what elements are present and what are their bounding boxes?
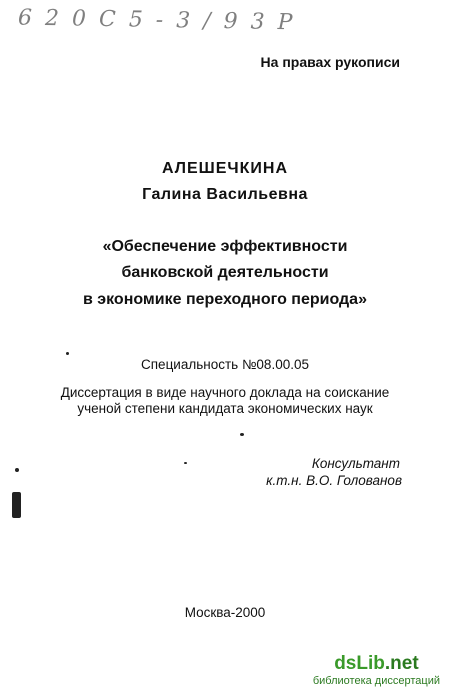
title-line-1: «Обеспечение эффективности — [102, 238, 348, 255]
author-surname: АЛЕШЕЧКИНА — [161, 160, 288, 177]
title-line-3: в экономике переходного периода» — [83, 291, 367, 308]
title-line-2: банковской деятельности — [121, 264, 329, 281]
watermark-logo — [313, 654, 440, 674]
margin-mark — [12, 492, 21, 518]
watermark-logo-domain: .net — [384, 653, 419, 674]
dslib-watermark — [313, 654, 440, 688]
scan-speck — [66, 352, 69, 355]
scan-speck — [15, 468, 19, 472]
city-year: Москва-2000 — [184, 605, 266, 620]
watermark-logo-main: dsLib — [334, 653, 385, 674]
consultant-label: Консультант — [311, 456, 400, 471]
author-name: Галина Васильевна — [142, 186, 308, 203]
dissertation-line-1: Диссертация в виде научного доклада на соискание — [60, 385, 390, 400]
scan-speck — [184, 462, 187, 464]
consultant-person: к.т.н. В.О. Голованов — [266, 473, 402, 488]
specialty-line: Специальность №08.00.05 — [141, 357, 309, 372]
watermark-subtitle: библиотека диссертаций — [312, 675, 440, 687]
manuscript-rights-label: На правах рукописи — [260, 54, 400, 70]
scan-speck — [240, 433, 244, 436]
dissertation-line-2: ученой степени кандидата экономических наук — [77, 401, 373, 416]
archive-stamp: 6 2 0 С 5 - 3 / 9 3 Р — [17, 5, 296, 36]
